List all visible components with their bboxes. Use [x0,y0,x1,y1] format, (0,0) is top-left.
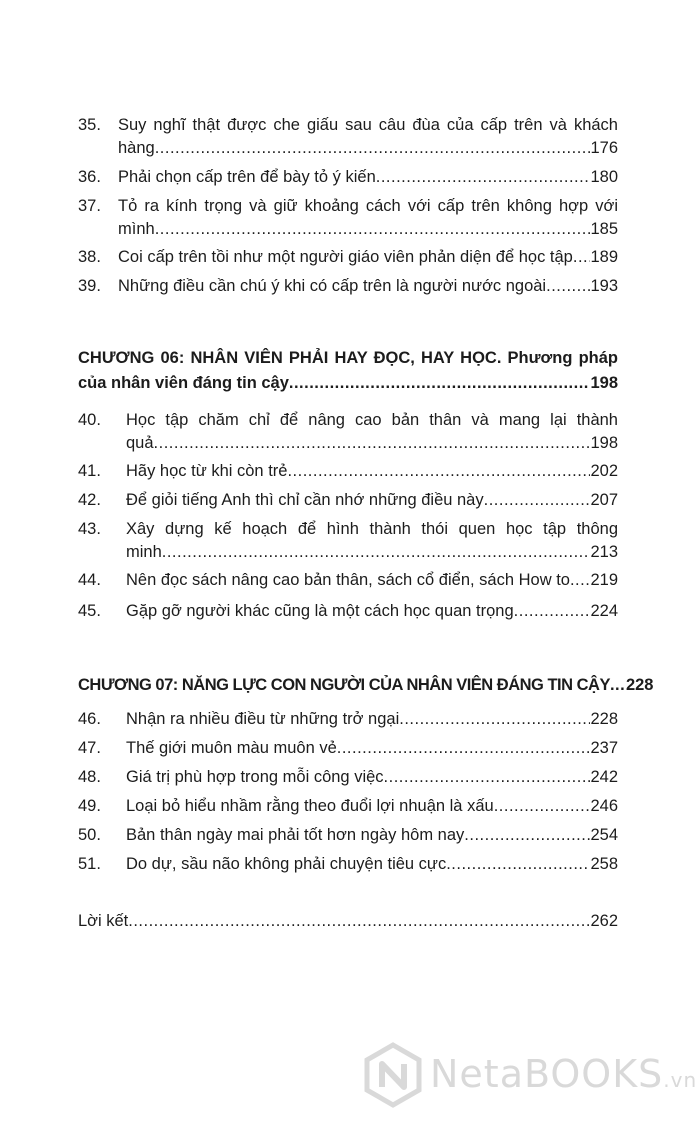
dot-leader [155,218,591,241]
page-number: 246 [590,797,618,815]
dot-leader [494,795,591,818]
dot-leader [484,489,591,512]
page-number: 254 [590,826,618,844]
page-number: 198 [590,434,618,452]
entry-number: 46. [78,710,101,728]
chapter-title: CHƯƠNG 06: NHÂN VIÊN PHẢI HAY ĐỌC, HAY HỌC. Phương pháp [78,349,618,367]
entry-title: Loại bỏ hiểu nhầm rằng theo đuổi lợi nhuận là xấu [126,797,494,815]
entry-number: 49. [78,797,101,815]
entry-title-cont: mình [118,220,155,238]
dot-leader [376,166,591,189]
page-number: 207 [590,491,618,509]
page-number: 258 [590,855,618,873]
entry-title: Do dự, sầu não không phải chuyện tiêu cực [126,855,447,873]
entry-number: 36. [78,168,101,186]
chapter-title-cont: của nhân viên đáng tin cậy [78,374,289,392]
page-number: 228 [590,710,618,728]
entry-title: Bản thân ngày mai phải tốt hơn ngày hôm nay [126,826,465,844]
entry-number: 44. [78,571,101,589]
dot-leader [464,824,590,847]
dot-leader [514,600,591,623]
entry-number: 51. [78,855,101,873]
entry-number: 38. [78,248,101,266]
entry-number: 47. [78,739,101,757]
page-number: 219 [590,571,618,589]
dot-leader [610,674,626,697]
dot-leader [287,460,590,483]
entry-title: Lời kết [78,912,129,930]
dot-leader [570,569,591,592]
entry-title: Tỏ ra kính trọng và giữ khoảng cách với cấp trên không hợp với [118,197,618,215]
entry-title-cont: minh [126,543,162,561]
entry-number: 50. [78,826,101,844]
dot-leader [384,766,591,789]
page-number: 180 [590,168,618,186]
chapter-06-heading [78,345,618,399]
dot-leader [162,541,591,564]
page-number: 224 [590,602,618,620]
entry-number: 37. [78,197,101,215]
dot-leader [289,372,591,395]
dot-leader [399,708,590,731]
page-number: 202 [590,462,618,480]
dot-leader [573,246,591,269]
entry-title: Giá trị phù hợp trong mỗi công việc [126,768,384,786]
dot-leader [155,137,591,160]
watermark-tld: .vn [663,1068,698,1092]
page-number: 198 [590,374,618,392]
dot-leader [154,432,591,455]
entry-title: Nhận ra nhiều điều từ những trở ngại [126,710,400,728]
chapter-title: CHƯƠNG 07: NĂNG LỰC CON NGƯỜI CỦA NHÂN VIÊN ĐÁNG TIN CẬY [78,676,610,694]
entry-number: 42. [78,491,101,509]
entry-title: Thế giới muôn màu muôn vẻ [126,739,337,757]
page-number: 228 [625,676,654,694]
entry-title: Học tập chăm chỉ để nâng cao bản thân và mang lại thành [126,411,618,429]
dot-leader [446,853,590,876]
page-number: 176 [590,139,618,157]
entry-title: Gặp gỡ người khác cũng là một cách học quan trọng [126,602,514,620]
page-number: 237 [590,739,618,757]
entry-number: 45. [78,602,101,620]
dot-leader [337,737,591,760]
entry-title: Xây dựng kế hoạch để hình thành thói quen học tập thông [126,520,618,538]
entry-number: 41. [78,462,101,480]
toc-entry-afterword [78,912,618,935]
netabooks-watermark [360,1042,698,1108]
entry-number: 39. [78,277,101,295]
entry-title: Suy nghĩ thật được che giấu sau câu đùa của cấp trên và khách [118,116,618,134]
page-number: 242 [590,768,618,786]
entry-number: 43. [78,520,101,538]
dot-leader [546,275,590,298]
entry-title: Hãy học từ khi còn trẻ [126,462,288,480]
page-number: 185 [590,220,618,238]
entry-title: Để giỏi tiếng Anh thì chỉ cần nhớ những điều này [126,491,484,509]
entry-number: 48. [78,768,101,786]
watermark-brand: NetaBOOKS.vn [430,1052,698,1096]
dot-leader [128,912,590,931]
entry-title: Phải chọn cấp trên để bày tỏ ý kiến [118,168,376,186]
entry-title-cont: hàng [118,139,155,157]
entry-title-cont: quả [126,434,154,452]
entry-number: 40. [78,411,101,429]
entry-number: 35. [78,116,101,134]
page-number: 213 [590,543,618,561]
entry-title: Những điều cần chú ý khi có cấp trên là người nước ngoài [118,277,547,295]
chapter-07-heading [78,674,654,701]
page-number: 262 [590,912,618,930]
netabooks-n-logo-icon [360,1042,426,1108]
page-number: 189 [590,248,618,266]
page-number: 193 [590,277,618,295]
entry-title: Coi cấp trên tồi như một người giáo viên phản diện để học tập [118,248,573,266]
entry-title: Nên đọc sách nâng cao bản thân, sách cổ điển, sách How to [126,571,570,589]
